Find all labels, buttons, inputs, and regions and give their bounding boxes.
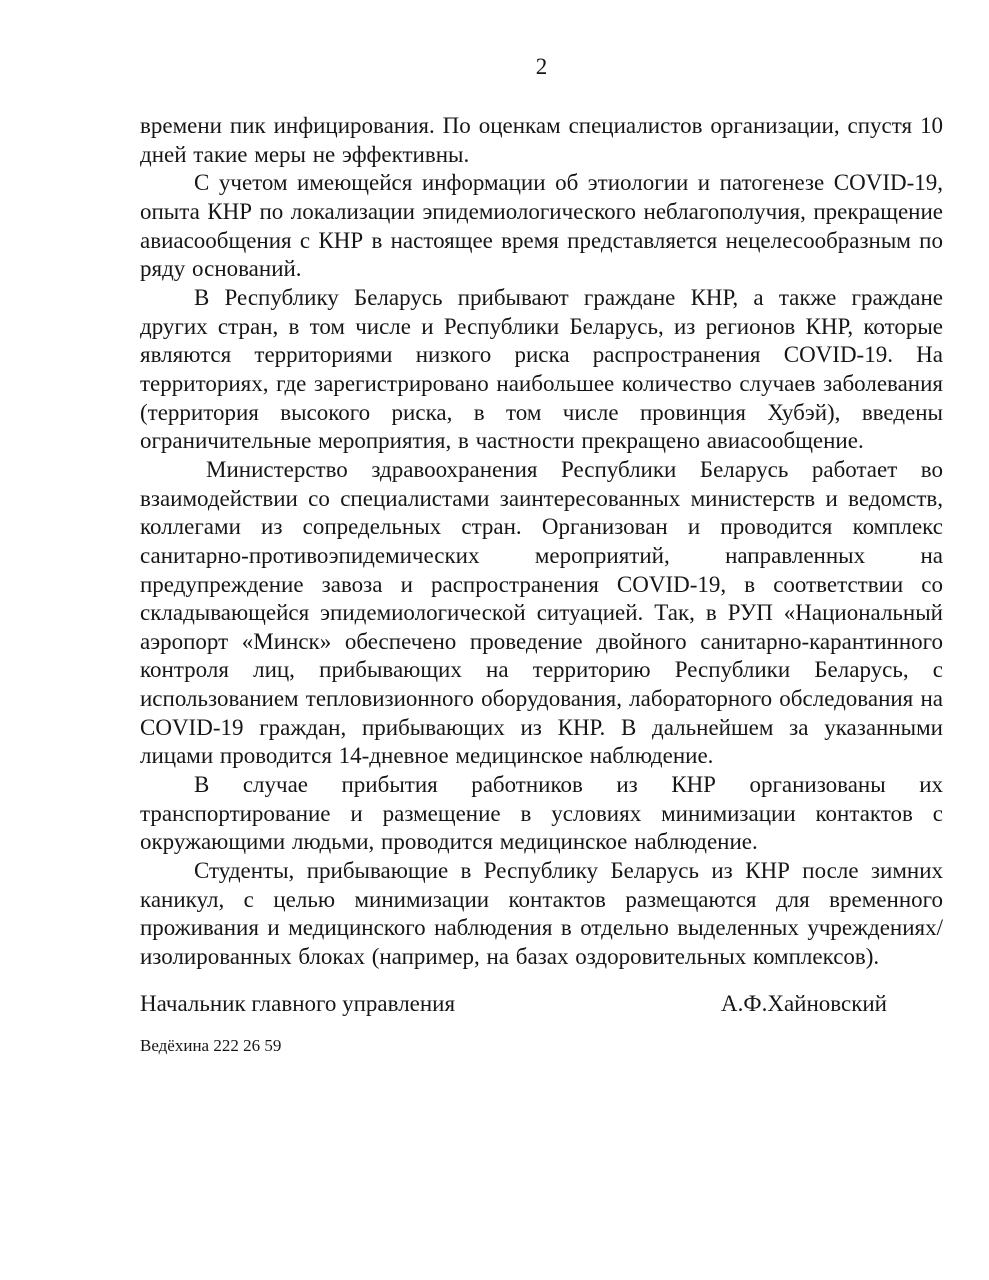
page-number: 2	[535, 54, 548, 79]
paragraph-workers-arrival: В случае прибытия работников из КНР организованы их транспортирование и размещение в условиях минимизации контактов с окружающими людьми, проводится медицинское наблюдение.	[140, 772, 943, 855]
paragraph-arrivals-risk-territories: В Республику Беларусь прибывают граждане КНР, а также граждане других стран, в том числе и Республики Беларусь, из регионов КНР, которые являются территориями низкого риска распространения COVID-19. На территориях, где зарегистрировано наибольшее количество случаев заболевания (территория высокого риска, в том числе провинция Хубэй), введены ограничительные мероприятия, в частности прекращено авиасообщение.	[140, 284, 943, 454]
paragraph-etiology-rationale: С учетом имеющейся информации об этиологии и патогенезе COVID-19, опыта КНР по локализации эпидемиологического неблагополучия, прекращение авиасообщения с КНР в настоящее время представляется нецелесообразным по ряду оснований.	[140, 170, 943, 282]
text-column	[140, 0, 943, 1056]
signature-block	[140, 989, 943, 1018]
executor-contact-note: Ведёхина 222 26 59	[140, 1035, 282, 1055]
paragraph-students-placement: Студенты, прибывающие в Республику Беларусь из КНР после зимних каникул, с целью минимизации контактов размещаются для временного проживания и медицинского наблюдения в отдельно выделенных учреждениях/изолированных блоках (например, на базах оздоровительных комплексов).	[140, 858, 943, 970]
paragraph-continuation: времени пик инфицирования. По оценкам специалистов организации, спустя 10 дней такие меры не эффективны.	[140, 113, 943, 167]
signature-title: Начальник главного управления	[140, 990, 456, 1016]
signature-name: А.Ф.Хайновский	[721, 990, 887, 1016]
paragraph-ministry-measures: Министерство здравоохранения Республики Беларусь работает во взаимодействии со специалистами заинтересованных министерств и ведомств, коллегами из сопредельных стран. Организован и проводится комплекс санитарно-противоэпидемических мероприятий, направленных на предупреждение завоза и распространения COVID-19, в соответствии со складывающейся эпидемиологической ситуацией. Так, в РУП «Национальный аэропорт «Минск» обеспечено проведение двойного санитарно-карантинного контроля лиц, прибывающих на территорию Республики Беларусь, с использованием тепловизионного оборудования, лабораторного обследования на COVID-19 граждан, прибывающих из КНР. В дальнейшем за указанными лицами проводится 14-дневное медицинское наблюдение.	[140, 456, 943, 769]
